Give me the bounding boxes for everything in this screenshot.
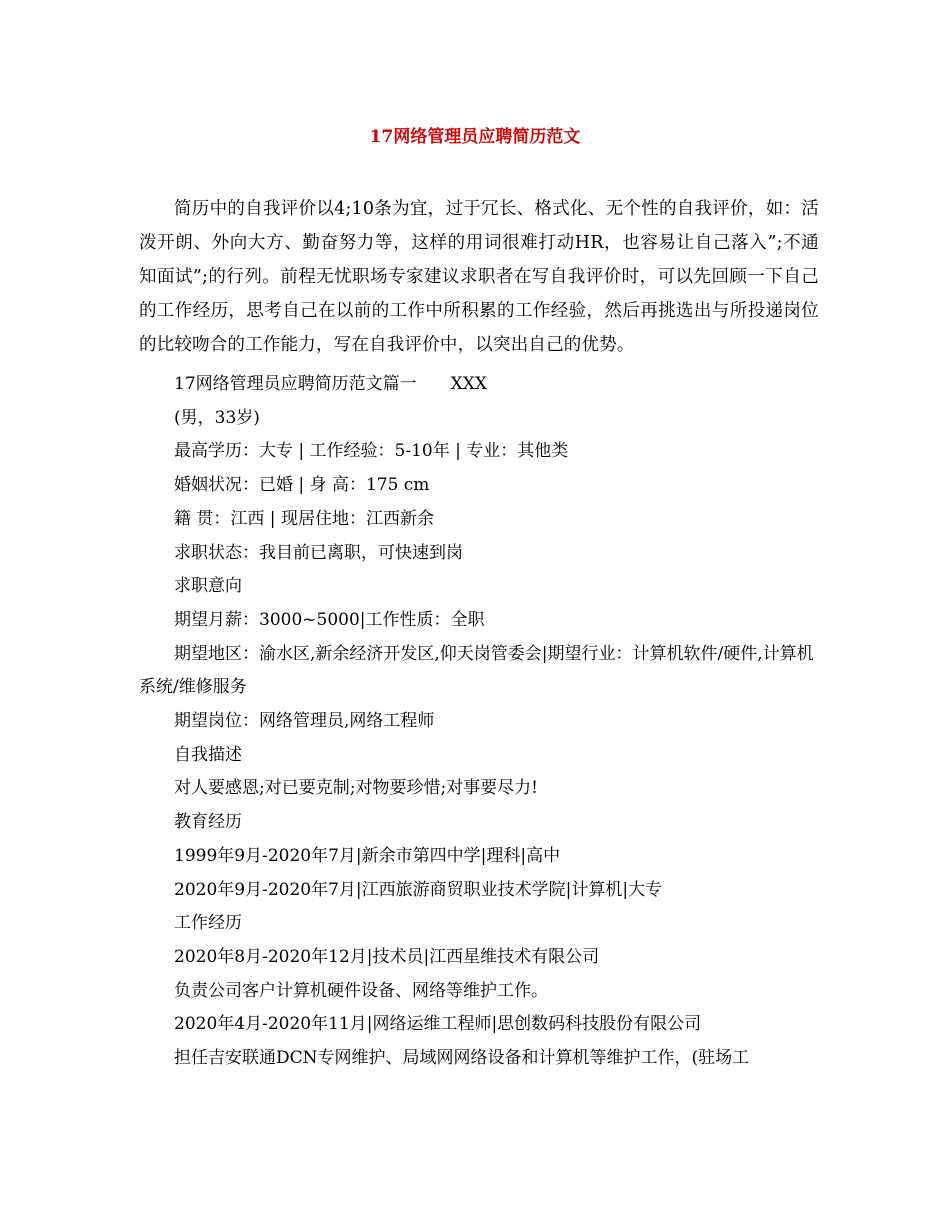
resume-heading-line: 17网络管理员应聘简历范文篇一 XXX	[174, 374, 487, 394]
resume-job-status: 求职状态：我目前已离职，可快速到岗	[174, 542, 463, 563]
resume-region-industry: 期望地区：渝水区,新余经济开发区,仰天岗管委会|期望行业：计算机软件/硬件,计算机系统/维修服务	[139, 643, 814, 698]
resume-marital-height: 婚姻状况：已婚 | 身 高：175 cm	[174, 475, 430, 496]
work-entry: 2020年8月-2020年12月|技术员|江西星维技术有限公司	[174, 946, 600, 967]
resume-education-experience: 最高学历：大专 | 工作经验：5-10年 | 专业：其他类	[174, 441, 569, 462]
resume-origin-residence: 籍 贯：江西 | 现居住地：江西新余	[174, 508, 434, 529]
section-heading-education: 教育经历	[174, 812, 242, 833]
education-entry: 1999年9月-2020年7月|新余市第四中学|理科|高中	[174, 845, 561, 866]
education-entry: 2020年9月-2020年7月|江西旅游商贸职业技术学院|计算机|大专	[174, 879, 663, 900]
document-title: 17网络管理员应聘简历范文	[369, 127, 581, 147]
resume-gender-age: (男，33岁)	[174, 407, 260, 428]
section-heading-self-description: 自我描述	[174, 744, 242, 765]
section-heading-work-experience: 工作经历	[174, 913, 242, 934]
work-entry-description: 担任吉安联通DCN专网维护、局域网网络设备和计算机等维护工作，(驻场工	[174, 1048, 750, 1069]
resume-desired-position: 期望岗位：网络管理员,网络工程师	[174, 711, 435, 732]
work-entry-description: 负责公司客户计算机硬件设备、网络等维护工作。	[174, 980, 548, 1001]
intro-paragraph: 简历中的自我评价以4;10条为宜，过于冗长、格式化、无个性的自我评价，如：活泼开朗、外向大方、勤奋努力等，这样的用词很难打动HR，也容易让自己落入”;不通知面试”;的行列。前程无忧职场专家建议求职者在写自我评价时，可以先回顾一下自己的工作经历，思考自己在以前的工作中所积累的工作经验，然后再挑选出与所投递岗位的比较吻合的工作能力，写在自我评价中，以突出自己的优势。	[139, 199, 819, 355]
resume-lines	[139, 368, 819, 1076]
section-heading-job-intention: 求职意向	[174, 576, 242, 597]
resume-salary-nature: 期望月薪：3000~5000|工作性质：全职	[174, 609, 485, 630]
resume-self-description: 对人要感恩;对已要克制;对物要珍惜;对事要尽力!	[174, 778, 539, 799]
document-body	[139, 192, 819, 1076]
work-entry: 2020年4月-2020年11月|网络运维工程师|思创数码科技股份有限公司	[174, 1014, 702, 1035]
